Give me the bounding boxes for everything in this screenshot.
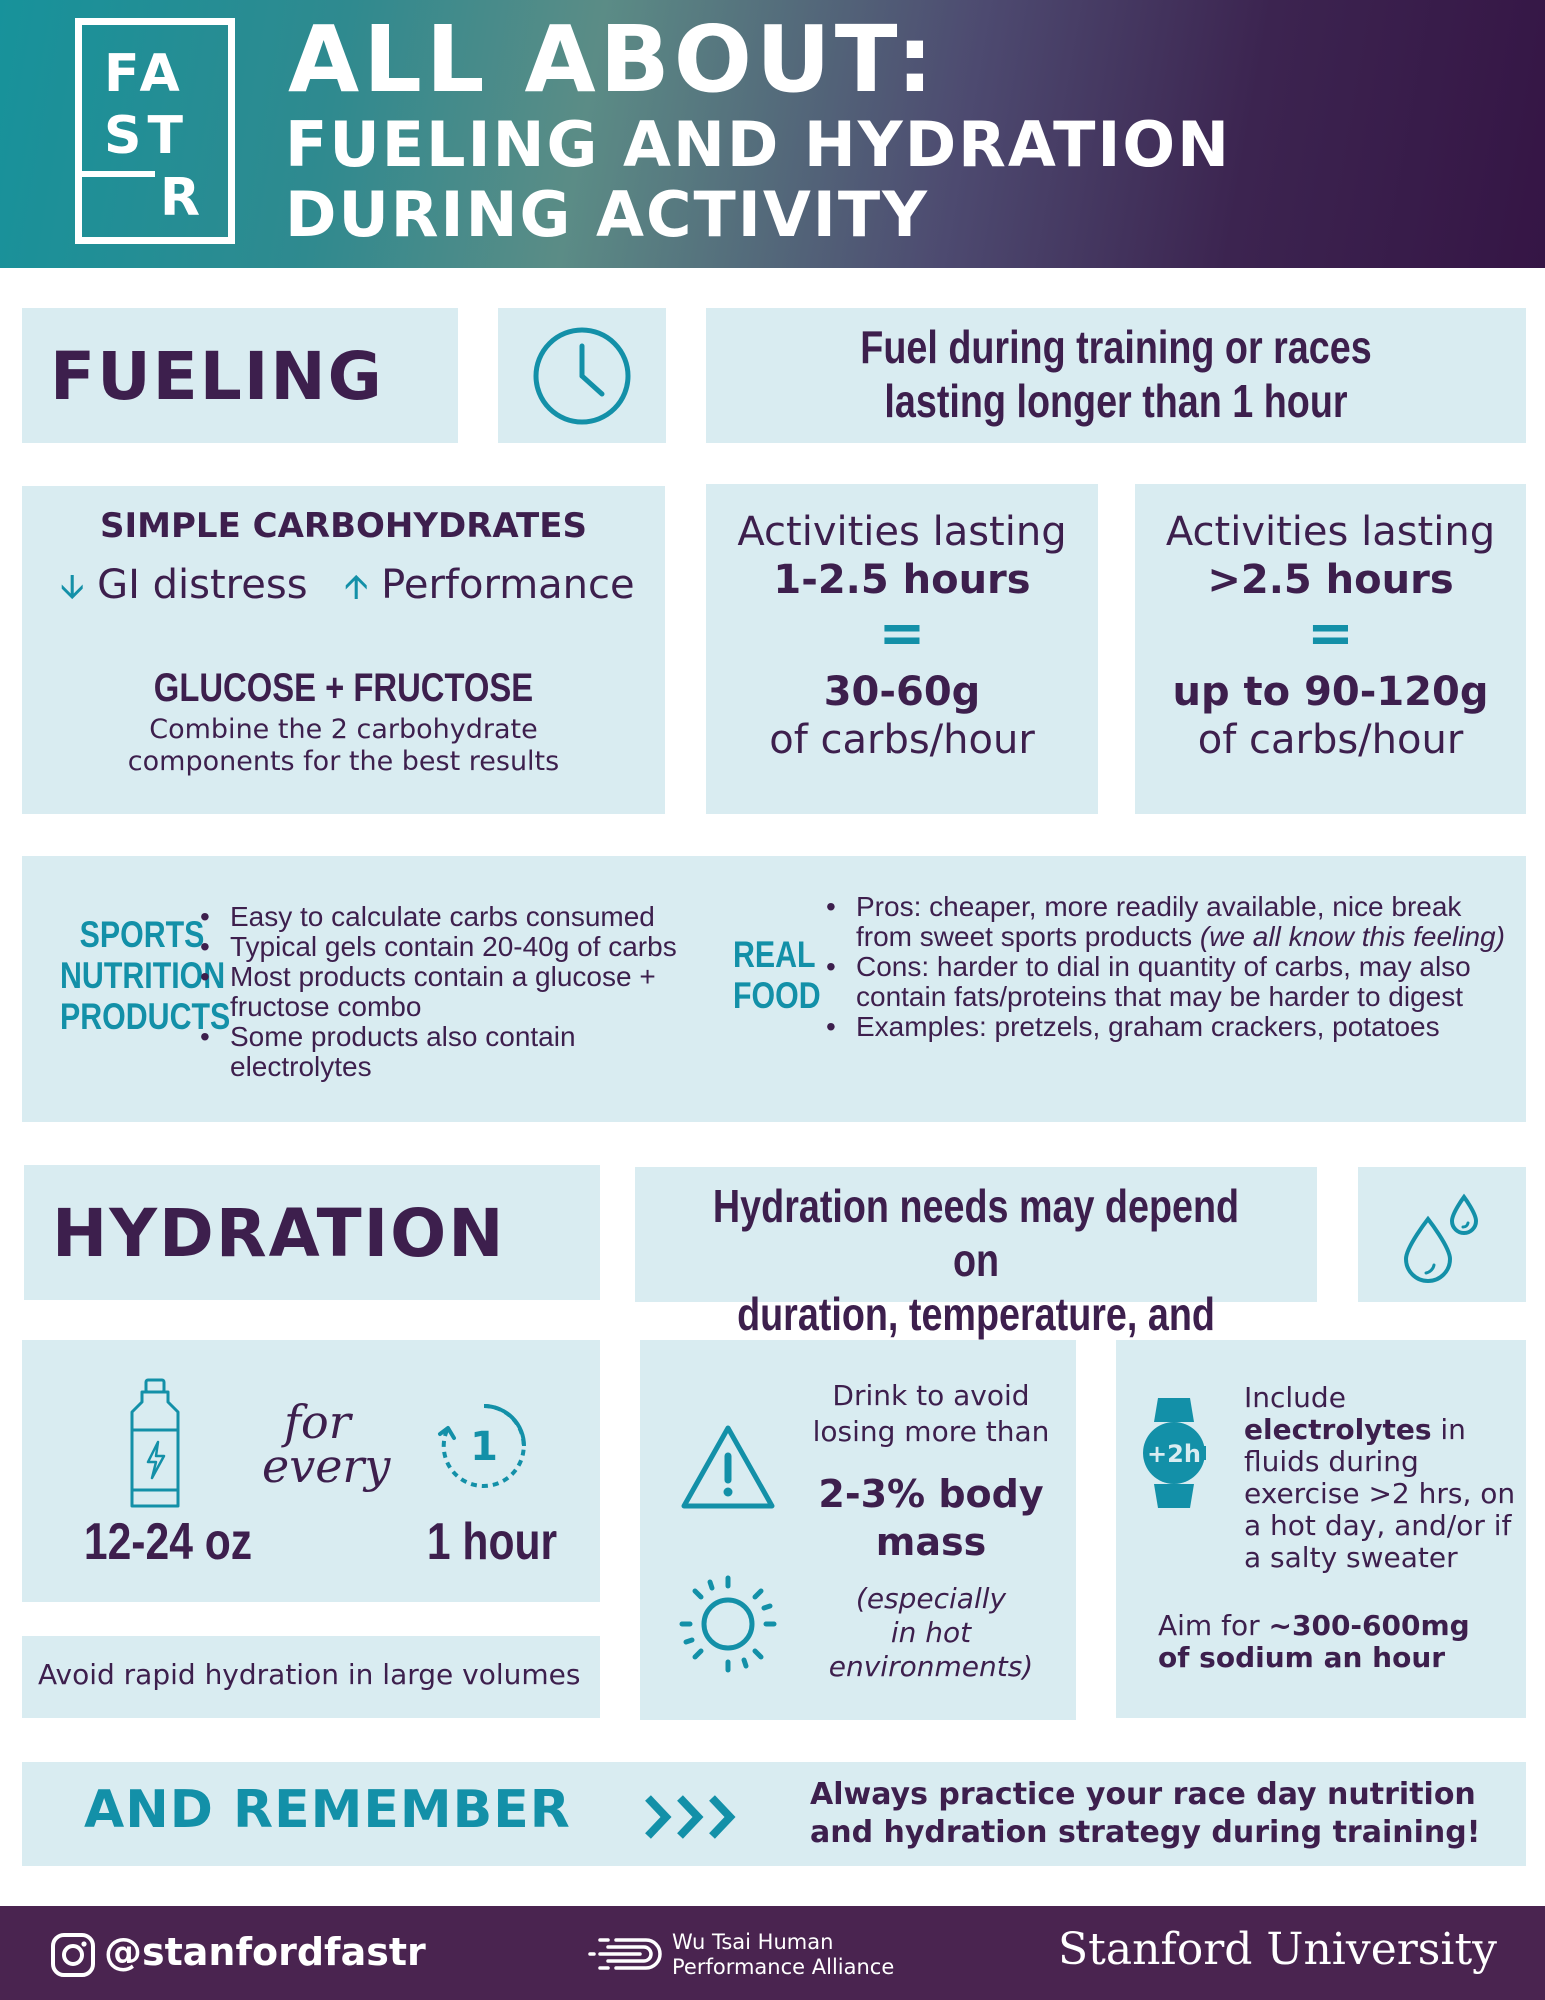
electro-line-3: fluids during [1244,1445,1419,1478]
short-activity-panel [706,484,1098,814]
sodium-line-1 [1158,1610,1518,1642]
hydration-tagline-panel [635,1167,1317,1340]
fueling-title: FUELING [50,338,384,415]
list-item: • Easy to calculate carbs consumed [196,902,716,932]
hot-line-1: (especially [855,1582,1007,1615]
fueling-title-panel [22,308,458,443]
watch-label: +2h [1147,1440,1201,1468]
sports-nutrition-list [196,902,716,1082]
long-activity-duration: >2.5 hours [1207,557,1454,603]
short-activity-duration: 1-2.5 hours [773,557,1031,603]
subtitle-line-1: FUELING AND HYDRATION [285,108,1232,181]
clock-icon [530,324,634,428]
list-item: • Cons: harder to dial in quantity of carbs, may also contain fats/proteins that may be harder to digest [822,952,1512,1012]
real-food-list [822,892,1512,1042]
avoid-rapid-text: Avoid rapid hydration in large volumes [38,1658,581,1691]
alliance-name [672,1930,894,1980]
electro-line-6: a salty sweater [1244,1541,1458,1574]
long-activity-line-1: Activities lasting [1165,509,1496,555]
fueling-tagline-panel [706,308,1526,443]
page-subtitle [285,110,1231,250]
arrow-down-icon: 🡫 [60,567,85,607]
warning-icon [678,1422,778,1512]
short-activity-line-1: Activities lasting [737,509,1067,555]
electro-bold: electrolytes [1244,1413,1432,1446]
real-food-label-line-1: REAL [733,934,816,975]
real-food-pros: Pros: cheaper, more readily available, nice break from sweet sports products [856,891,1462,952]
short-activity-unit: of carbs/hour [769,717,1035,763]
remember-message [810,1776,1510,1852]
short-activity-text [706,508,1098,764]
volume-panel [22,1340,600,1602]
hot-line-2: in hot [890,1616,972,1649]
logo-line-2: ST [104,106,189,166]
sodium-bold-2: of sodium an hour [1158,1641,1446,1674]
footer [0,1906,1545,2000]
electrolytes-text [1244,1382,1524,1574]
performance-row [344,562,635,620]
timer-number: 1 [470,1424,498,1470]
remember-panel [22,1762,1526,1866]
mass-line-1: 2-3% body [818,1472,1044,1516]
hot-environments-note [800,1582,1062,1684]
for-text: for [284,1395,351,1449]
body-mass-panel [640,1340,1076,1720]
hydration-title: HYDRATION [52,1195,506,1272]
sodium-pre: Aim for [1158,1609,1269,1642]
electrolytes-panel [1116,1340,1526,1718]
long-activity-amount: up to 90-120g [1172,669,1489,715]
long-activity-text [1135,508,1526,764]
long-activity-unit: of carbs/hour [1197,717,1464,763]
every-text: every [262,1439,391,1493]
electro-line-2 [1244,1414,1524,1446]
sports-label-line-1: SPORTS [79,914,205,955]
water-bottle-icon [128,1378,182,1510]
short-activity-equals: = [878,601,926,666]
gi-distress-label: GI distress [97,562,308,608]
fueling-tagline-line-1: Fuel during training or races [860,321,1372,373]
electro-line-4: exercise >2 hrs, on [1244,1477,1516,1510]
remember-label: AND REMEMBER [84,1780,571,1840]
hydration-title-panel [24,1165,600,1300]
long-activity-equals: = [1307,601,1354,666]
page-title: ALL ABOUT: [288,6,938,113]
timer-icon [436,1398,532,1494]
fuel-sources-panel [22,856,1526,1122]
fastr-logo [75,18,235,244]
logo-bar [75,171,155,177]
electro-line-5: a hot day, and/or if [1244,1509,1512,1542]
sodium-text [1158,1610,1518,1674]
header-banner [0,0,1545,268]
subtitle-line-2: DURING ACTIVITY [285,178,930,251]
for-every-text [262,1395,402,1493]
list-item: • Some products also contain electrolytes [196,1022,716,1082]
hot-line-3: environments) [828,1650,1034,1683]
instagram-icon[interactable] [50,1932,96,1978]
logo-line-1: FA [104,44,186,104]
body-mass-value [800,1470,1062,1566]
glucose-fructose-heading: GLUCOSE + FRUCTOSE [153,666,534,710]
alliance-line-2: Performance Alliance [672,1955,895,1979]
performance-label: Performance [381,562,635,608]
mass-line-2: mass [875,1520,987,1564]
drink-line-2: losing more than [812,1415,1050,1448]
list-item: • Examples: pretzels, graham crackers, potatoes [822,1012,1512,1042]
volume-value: 12-24 oz [83,1513,253,1571]
logo-line-3: R [160,168,207,228]
drink-line-1: Drink to avoid [832,1379,1030,1412]
list-item: • Typical gels contain 20-40g of carbs [196,932,716,962]
logo-letters [104,43,214,229]
list-item [822,892,1512,952]
clock-panel [498,308,666,443]
drops-panel [1358,1167,1526,1302]
stanford-university-wordmark: Stanford University [1058,1924,1497,1975]
electro-line-1: Include [1244,1381,1346,1414]
hydration-tagline-line-2: duration, temperature, and [737,1288,1215,1340]
instagram-handle[interactable]: @stanfordfastr [104,1930,426,1974]
real-food-pros-note: (we all know this feeling) [1199,921,1505,952]
chevrons-right-icon [642,1792,744,1842]
short-activity-amount: 30-60g [823,669,981,715]
sports-label-line-3: PRODUCTS [60,996,231,1037]
avoid-rapid-panel [22,1636,600,1718]
fueling-tagline [780,320,1452,428]
combo-description [22,714,665,778]
combo-line-2: components for the best results [127,746,560,777]
sun-icon [676,1572,780,1676]
gi-distress-row [60,562,308,620]
arrow-up-icon: 🡩 [344,567,369,607]
sports-label-line-2: NUTRITION [60,955,226,996]
list-item: • Most products contain a glucose + fructose combo [196,962,716,1022]
drink-text [800,1378,1062,1450]
sodium-bold-1: ~300-600mg [1268,1609,1470,1642]
combo-line-1: Combine the 2 carbohydrate [149,714,538,745]
real-food-label-line-2: FOOD [733,975,821,1016]
real-food-label [733,934,821,1016]
fueling-tagline-line-2: lasting longer than 1 hour [884,375,1348,427]
electro-in: in [1431,1413,1466,1446]
simple-carbs-panel [22,486,665,814]
sodium-line-2 [1158,1642,1518,1674]
remember-line-1: Always practice your race day nutrition [810,1777,1476,1812]
interval-value: 1 hour [426,1513,558,1571]
smartwatch-icon [1142,1394,1206,1512]
alliance-line-1: Wu Tsai Human [672,1930,834,1954]
simple-carbs-heading: SIMPLE CARBOHYDRATES [100,506,587,546]
hydration-tagline-line-1: Hydration needs may depend on [712,1180,1240,1286]
alliance-logo-icon [586,1934,666,1974]
water-drops-icon [1398,1193,1488,1283]
long-activity-panel [1135,484,1526,814]
remember-line-2: and hydration strategy during training! [810,1815,1481,1850]
